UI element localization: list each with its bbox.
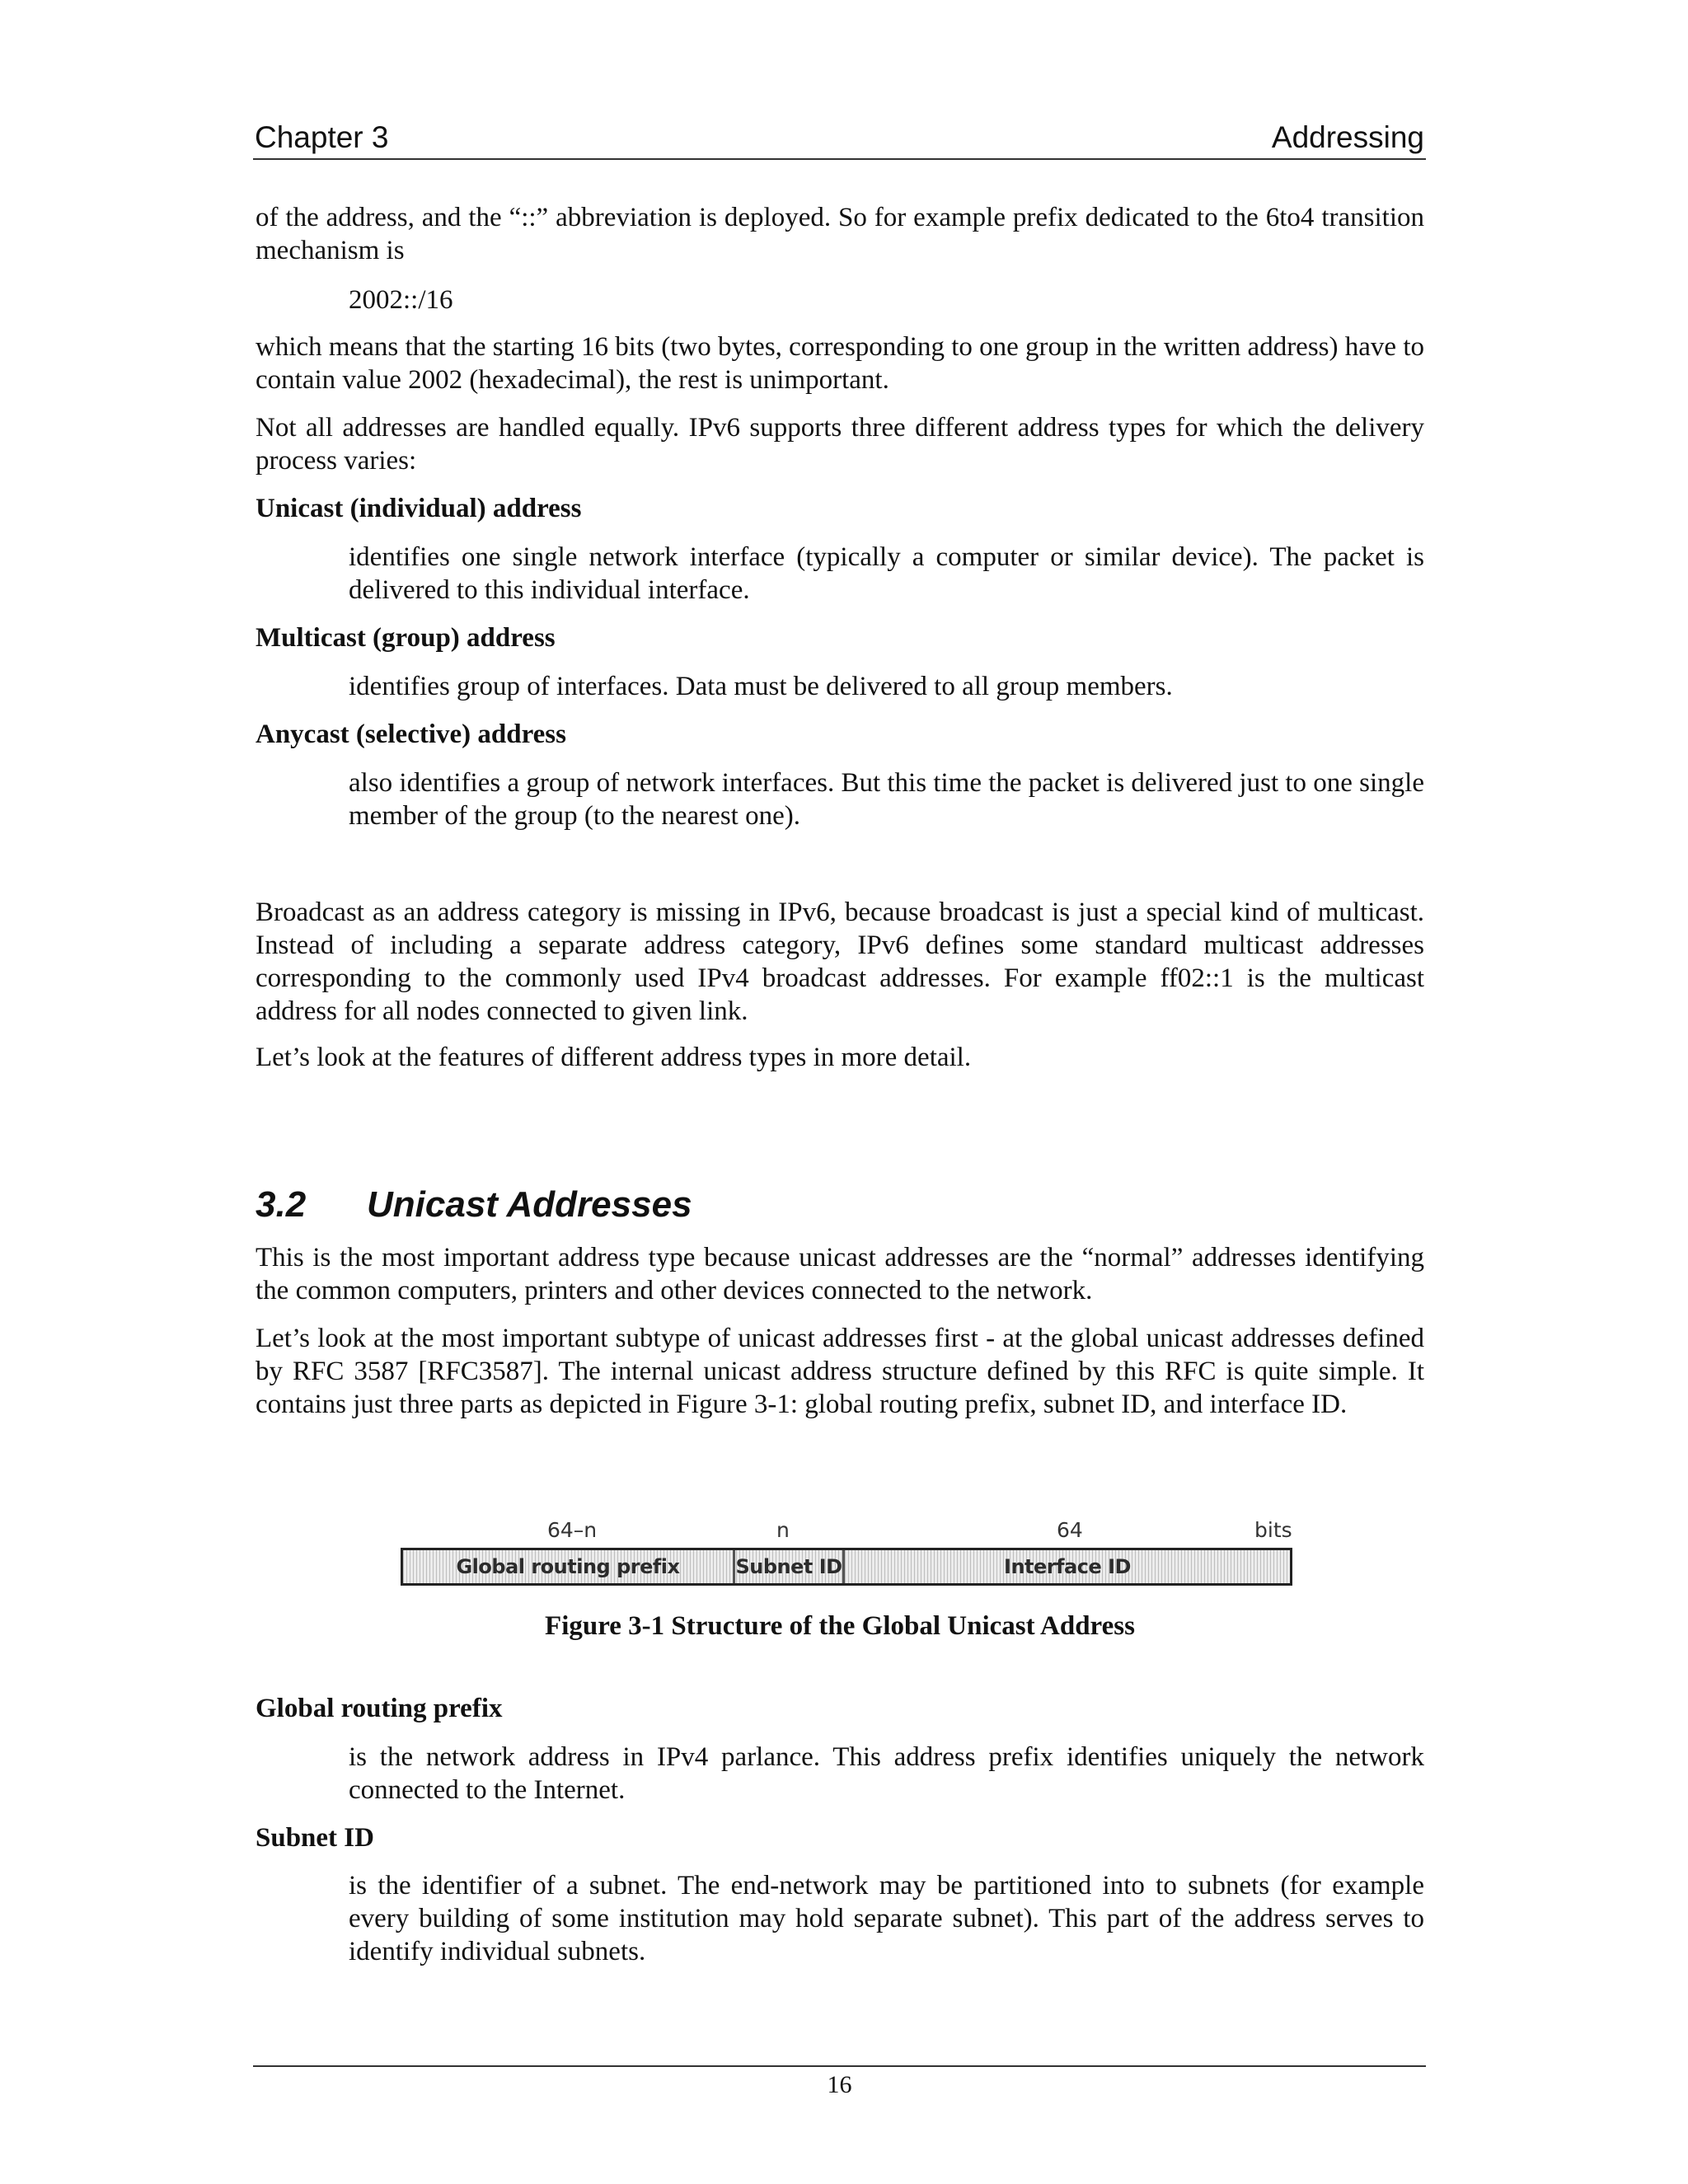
running-header (253, 119, 1426, 160)
term-unicast: Unicast (individual) address (256, 494, 582, 523)
field-global-routing-prefix: Global routing prefix (456, 1555, 680, 1578)
bit-width-label-subnet: n (776, 1518, 790, 1542)
term-anycast: Anycast (selective) address (256, 719, 566, 749)
term-multicast: Multicast (group) address (256, 623, 556, 653)
example-prefix: 2002::/16 (349, 285, 453, 315)
definition-subnet-id: is the identifier of a subnet. The end-network may be partitioned into to subnets (for example every building of some institution may hold separate subnet). This part of the address serves to identify individual subnets. (349, 1871, 1424, 1966)
figure-caption: Figure 3-1 Structure of the Global Unicast Address (545, 1611, 1135, 1641)
section-number: 3.2 (256, 1184, 307, 1225)
unicast-address-structure-figure (401, 1518, 1291, 1592)
page-number: 16 (827, 2071, 852, 2098)
bit-width-label-unit: bits (1254, 1518, 1292, 1542)
field-interface-id: Interface ID (1004, 1555, 1131, 1578)
section-title: Unicast Addresses (367, 1184, 692, 1225)
definition-unicast: identifies one single network interface (typically a computer or similar device). The packet is delivered to this individual interface. (349, 542, 1424, 605)
paragraph-look-at-features: Let’s look at the features of different address types in more detail. (256, 1043, 972, 1072)
definition-multicast: identifies group of interfaces. Data must be delivered to all group members. (349, 672, 1173, 701)
paragraph-address-types-intro: Not all addresses are handled equally. IPv6 supports three different address types for which the delivery process varies: (256, 413, 1424, 476)
chapter-label: Chapter 3 (255, 120, 389, 154)
paragraph-broadcast: Broadcast as an address category is missing in IPv6, because broadcast is just a special kind of multicast. Instead of including a separate address category, IPv6 defines some standard multicast addresses corresponding to the commonly used IPv4 broadcast addresses. For example ff02::1 is the multicast address for all nodes connected to given link. (256, 898, 1424, 1026)
section-heading (256, 1183, 692, 1226)
definition-global-routing-prefix: is the network address in IPv4 parlance. This address prefix identifies uniquely the network connected to the Internet. (349, 1742, 1424, 1805)
paragraph-unicast-importance: This is the most important address type because unicast addresses are the “normal” addresses identifying the common computers, printers and other devices connected to the network. (256, 1243, 1424, 1305)
bit-width-label-prefix: 64–n (547, 1518, 598, 1542)
field-subnet-id: Subnet ID (735, 1555, 842, 1578)
chapter-title: Addressing (1271, 120, 1424, 154)
footer-rule (253, 2065, 1426, 2067)
term-subnet-id: Subnet ID (256, 1823, 374, 1853)
term-global-routing-prefix: Global routing prefix (256, 1694, 503, 1723)
address-bar (401, 1548, 1292, 1586)
paragraph-prefix-meaning: which means that the starting 16 bits (two bytes, corresponding to one group in the written address) have to contain value 2002 (hexadecimal), the rest is unimportant. (256, 332, 1424, 395)
paragraph-prefix-intro: of the address, and the “::” abbreviation is deployed. So for example prefix dedicated to the 6to4 transition mechanism is (256, 203, 1424, 265)
bit-width-label-interface: 64 (1057, 1518, 1083, 1542)
paragraph-global-unicast: Let’s look at the most important subtype of unicast addresses first - at the global unicast addresses defined by RFC 3587 [RFC3587]. The internal unicast address structure defined by this RFC is quite simple. It contains just three parts as depicted in Figure 3-1: global routing prefix, subnet ID, and interface ID. (256, 1324, 1424, 1419)
definition-anycast: also identifies a group of network interfaces. But this time the packet is delivered just to one single member of the group (to the nearest one). (349, 768, 1424, 831)
